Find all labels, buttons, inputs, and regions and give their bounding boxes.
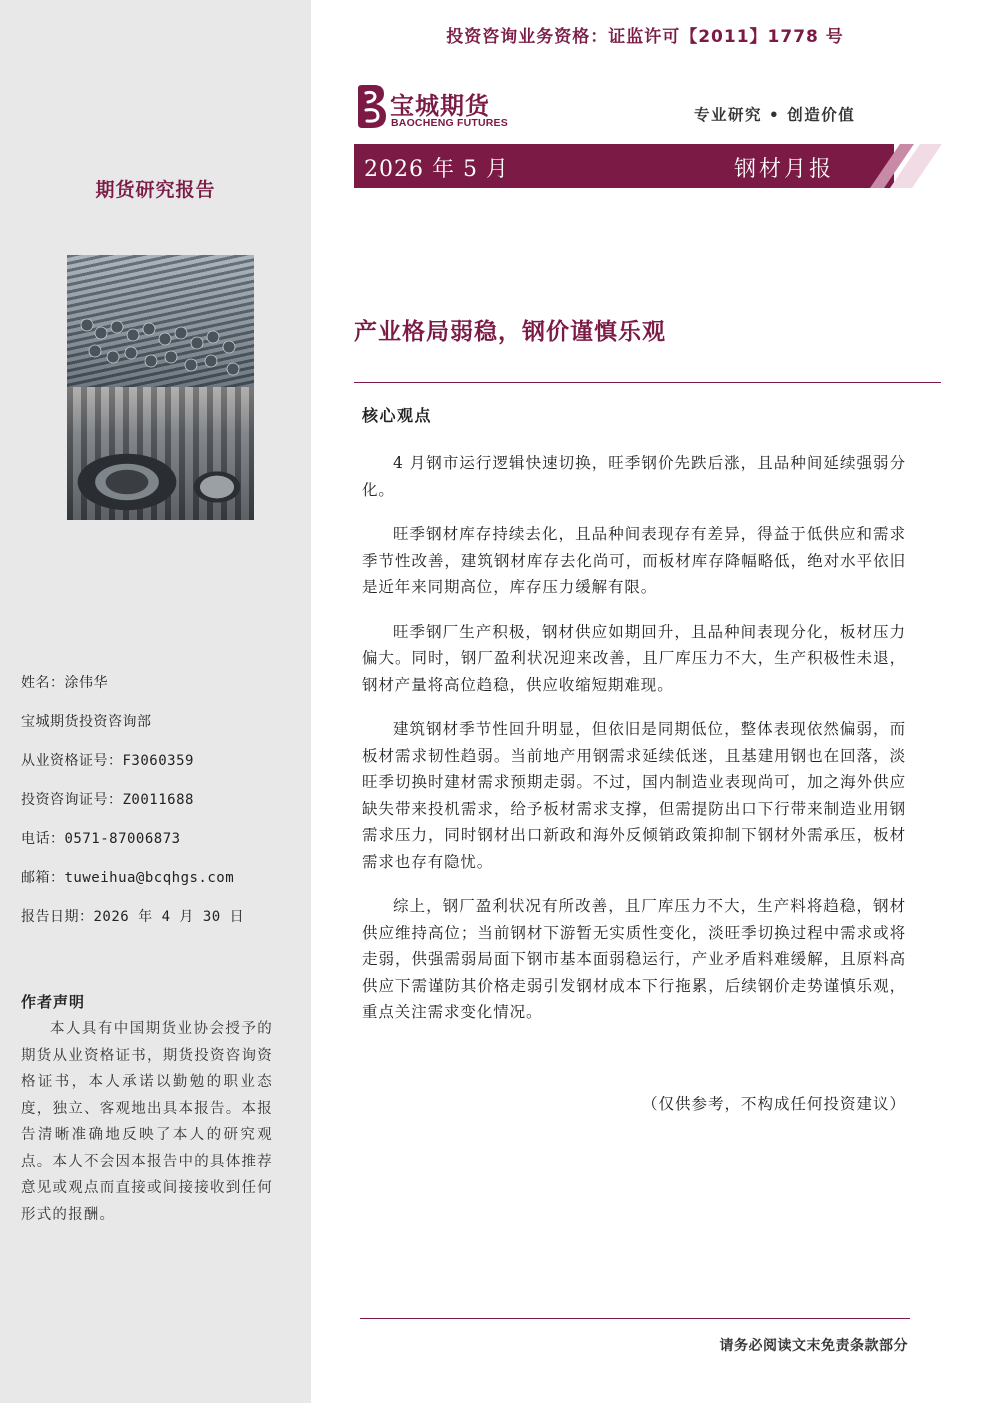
author-declaration-body: 本人具有中国期货业协会授予的期货从业资格证书，期货投资咨询资格证书，本人承诺以勤勉的职业态度，独立、客观地出具本报告。本报告清晰准确地反映了本人的研究观点。本人不会因本报告中的具体推荐意见或观点而直接或间接接收到任何形式的报酬。 [21, 1021, 273, 1223]
footer-notice: 请务必阅读文末免责条款部分 [719, 1338, 908, 1354]
logo-english-name: BAOCHENG FUTURES [391, 117, 508, 129]
headline-divider [354, 382, 941, 383]
report-date: 报告日期：2026 年 4 月 30 日 [21, 909, 245, 925]
author-department: 宝城期货投资咨询部 [21, 714, 152, 730]
footer-divider [360, 1318, 910, 1319]
paragraph: 建筑钢材季节性回升明显，但依旧是同期低位，整体表现依然偏弱，而板材需求韧性趋弱。当前地产用钢需求延续低迷，且基建用钢也在回落，淡旺季切换时建材需求预期走弱。不过，国内制造业表现尚可，加之海外供应缺失带来投机需求，给予板材需求支撑，但需提防出口下行带来制造业用钢需求压力，同时钢材出口新政和海外反倾销政策抑制下钢材外需承压，板材需求也存有隐忧。 [362, 720, 906, 871]
paragraph: 综上，钢厂盈利状况有所改善，且厂库压力不大，生产料将趋稳，钢材供应维持高位；当前钢材下游暂无实质性变化，淡旺季切换过程中需求或将走弱，供强需弱局面下钢市基本面弱稳运行，产业矛盾料难缓解，且原料高供应下需谨防其价格走弱引发钢材成本下行拖累，后续钢价走势谨慎乐观，重点关注需求变化情况。 [362, 897, 906, 1021]
logo-mark-icon [354, 84, 388, 130]
sidebar [0, 0, 311, 1403]
license-statement: 投资咨询业务资格：证监许可【2011】1778 号 [446, 27, 844, 47]
report-headline: 产业格局弱稳，钢价谨慎乐观 [354, 319, 666, 345]
core-view-title: 核心观点 [362, 406, 433, 425]
email: 邮箱：tuweihua@bcqhgs.com [21, 870, 235, 886]
qualification-number: 从业资格证号：F3060359 [21, 753, 194, 769]
author-declaration-title: 作者声明 [21, 993, 86, 1011]
phone: 电话：0571-87006873 [21, 831, 181, 847]
paragraph: 4 月钢市运行逻辑快速切换，旺季钢价先跌后涨，且品种间延续强弱分化。 [362, 454, 906, 499]
company-logo [354, 84, 524, 132]
author-name: 姓名：涂伟华 [21, 675, 108, 691]
company-slogan: 专业研究 • 创造价值 [694, 105, 856, 124]
steel-coil-photo [67, 387, 254, 520]
logo-chinese-name: 宝城期货 [390, 91, 490, 120]
core-view-body [362, 450, 906, 1044]
report-category-title: 期货研究报告 [95, 179, 216, 201]
report-month: 2026 年 5 月 [364, 157, 509, 182]
report-type: 钢材月报 [734, 157, 835, 182]
consulting-number: 投资咨询证号：Z0011688 [21, 792, 194, 808]
investment-disclaimer: （仅供参考，不构成任何投资建议） [641, 1095, 906, 1113]
rebar-photo [67, 255, 254, 387]
author-contact [21, 672, 244, 945]
paragraph: 旺季钢材库存持续去化，且品种间表现存有差异，得益于低供应和需求季节性改善，建筑钢材库存去化尚可，而板材库存降幅略低，绝对水平依旧是近年来同期高位，库存压力缓解有限。 [362, 525, 906, 596]
banner-stripes-decoration [840, 144, 942, 188]
paragraph: 旺季钢厂生产积极，钢材供应如期回升，且品种间表现分化，板材压力偏大。同时，钢厂盈利状况迎来改善，且厂库压力不大，生产积极性未退，钢材产量将高位趋稳，供应收缩短期难现。 [362, 622, 906, 694]
